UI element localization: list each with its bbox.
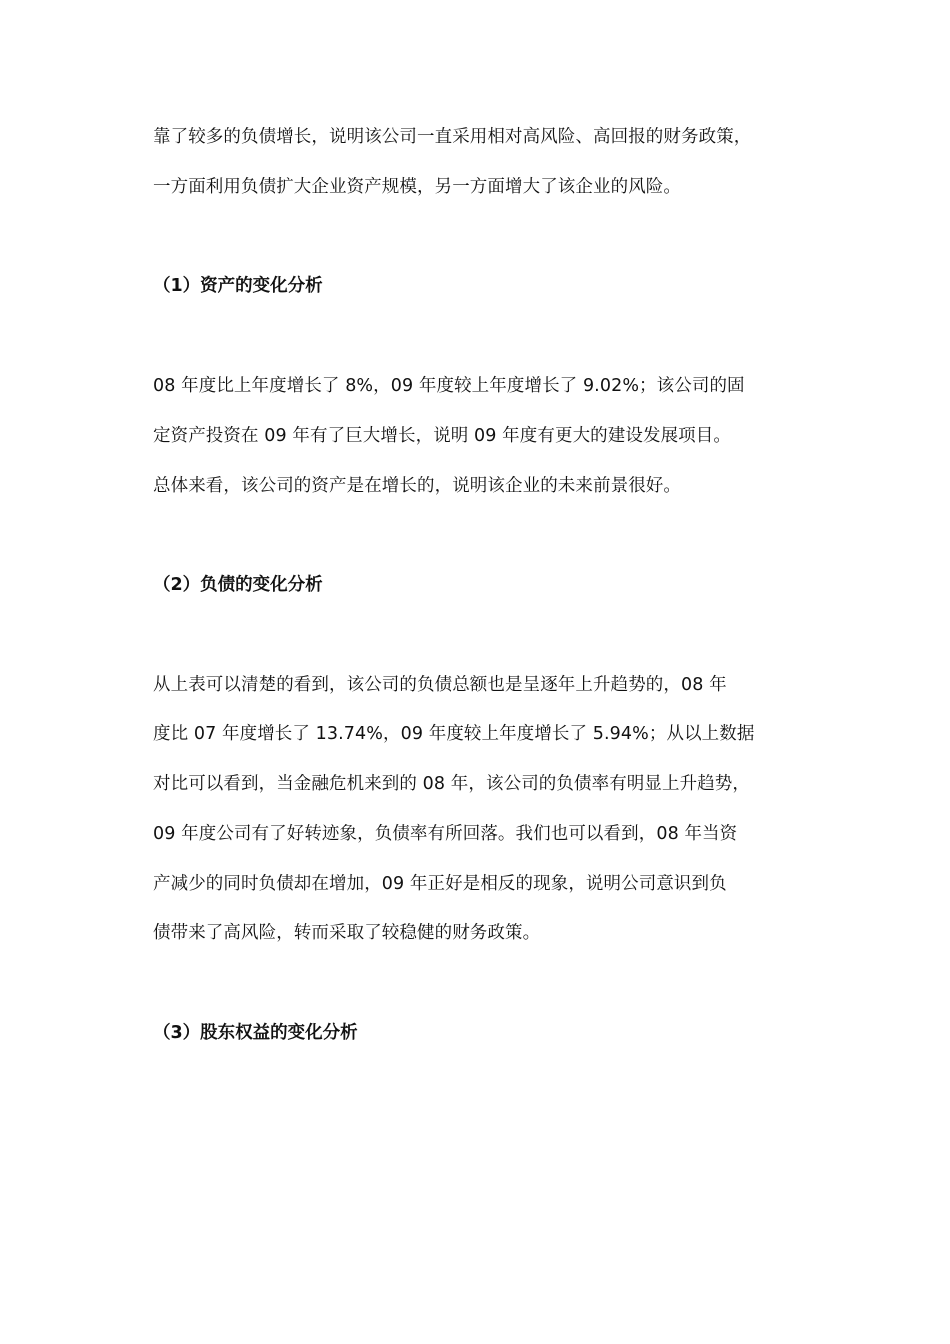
section-2-line-4: 09 年度公司有了好转迹象，负债率有所回落。我们也可以看到，08 年当资 xyxy=(153,824,738,844)
section-2-line-5: 产减少的同时负债却在增加，09 年正好是相反的现象，说明公司意识到负 xyxy=(153,874,727,894)
section-2-line-6: 债带来了高风险，转而采取了较稳健的财务政策。 xyxy=(153,923,541,943)
section-1-line-2: 定资产投资在 09 年有了巨大增长，说明 09 年度有更大的建设发展项目。 xyxy=(153,426,731,446)
section-2-line-1: 从上表可以清楚的看到，该公司的负债总额也是呈逐年上升趋势的，08 年 xyxy=(153,675,727,695)
section-2-heading: （2）负债的变化分析 xyxy=(153,575,323,595)
section-1-line-1: 08 年度比上年度增长了 8%，09 年度较上年度增长了 9.02%；该公司的固 xyxy=(153,376,745,396)
section-1-heading: （1）资产的变化分析 xyxy=(153,276,323,296)
section-2-line-2: 度比 07 年度增长了 13.74%，09 年度较上年度增长了 5.94%；从以上数据 xyxy=(153,724,755,744)
intro-line-2: 一方面利用负债扩大企业资产规模，另一方面增大了该企业的风险。 xyxy=(153,177,681,197)
section-1-line-3: 总体来看，该公司的资产是在增长的，说明该企业的未来前景很好。 xyxy=(153,476,681,496)
section-2-line-3: 对比可以看到，当金融危机来到的 08 年，该公司的负债率有明显上升趋势， xyxy=(153,774,750,794)
section-3-heading: （3）股东权益的变化分析 xyxy=(153,1023,358,1043)
intro-line-1: 靠了较多的负债增长，说明该公司一直采用相对高风险、高回报的财务政策， xyxy=(153,127,752,147)
